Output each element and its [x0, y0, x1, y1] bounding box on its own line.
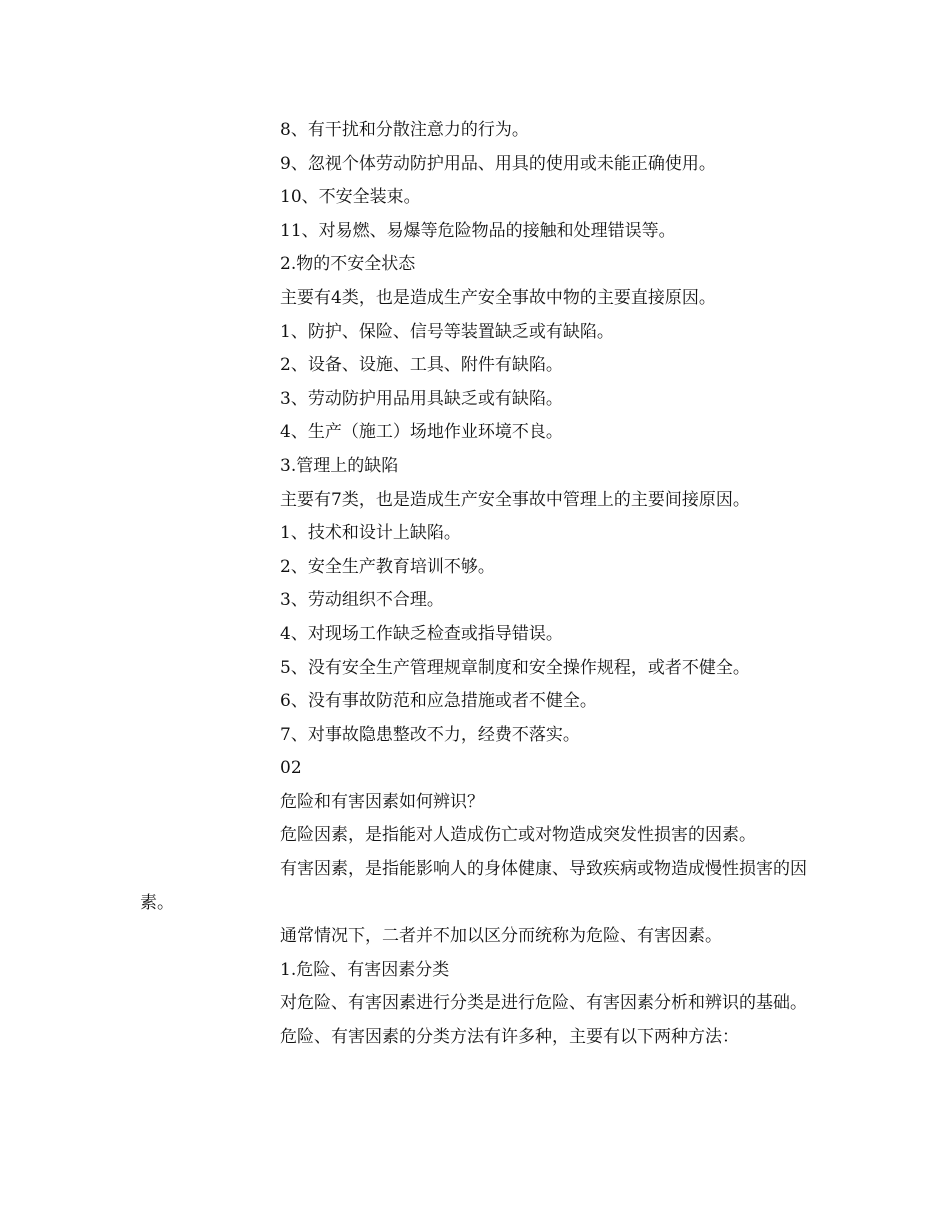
body-paragraph: 危险、有害因素的分类方法有许多种，主要有以下两种方法： [280, 1027, 739, 1048]
list-item: 7、对事故隐患整改不力，经费不落实。 [280, 724, 580, 745]
section-number: 02 [280, 758, 302, 779]
body-paragraph: 危险因素，是指能对人造成伤亡或对物造成突发性损害的因素。 [280, 825, 756, 846]
section-heading: 3.管理上的缺陷 [280, 455, 399, 476]
section-heading: 1.危险、有害因素分类 [280, 959, 450, 980]
list-item: 5、没有安全生产管理规章制度和安全操作规程，或者不健全。 [280, 657, 750, 678]
section-heading: 危险和有害因素如何辨识？ [280, 791, 484, 812]
list-item: 10、不安全装束。 [280, 187, 421, 208]
list-item: 11、对易燃、易爆等危险物品的接触和处理错误等。 [280, 220, 676, 241]
document-body [140, 114, 812, 1055]
list-item: 3、劳动防护用品用具缺乏或有缺陷。 [280, 388, 563, 409]
body-paragraph: 通常情况下，二者并不加以区分而统称为危险、有害因素。 [280, 926, 722, 947]
list-item: 1、防护、保险、信号等装置缺乏或有缺陷。 [280, 321, 614, 342]
body-paragraph: 主要有7类，也是造成生产安全事故中管理上的主要间接原因。 [280, 489, 750, 510]
list-item: 9、忽视个体劳动防护用品、用具的使用或未能正确使用。 [280, 153, 716, 174]
list-item: 4、对现场工作缺乏检查或指导错误。 [280, 623, 563, 644]
list-item: 1、技术和设计上缺陷。 [280, 523, 461, 544]
list-item: 6、没有事故防范和应急措施或者不健全。 [280, 691, 597, 712]
list-item: 4、生产（施工）场地作业环境不良。 [280, 422, 563, 443]
list-item: 2、安全生产教育培训不够。 [280, 556, 495, 577]
body-paragraph: 主要有4类，也是造成生产安全事故中物的主要直接原因。 [280, 287, 716, 308]
list-item: 2、设备、设施、工具、附件有缺陷。 [280, 355, 563, 376]
body-paragraph: 有害因素，是指能影响人的身体健康、导致疾病或物造成慢性损害的因素。 [140, 859, 807, 913]
list-item: 8、有干扰和分散注意力的行为。 [280, 120, 529, 140]
list-item: 3、劳动组织不合理。 [280, 590, 444, 611]
body-paragraph: 对危险、有害因素进行分类是进行危险、有害因素分析和辨识的基础。 [280, 993, 807, 1014]
section-heading: 2.物的不安全状态 [280, 254, 416, 275]
